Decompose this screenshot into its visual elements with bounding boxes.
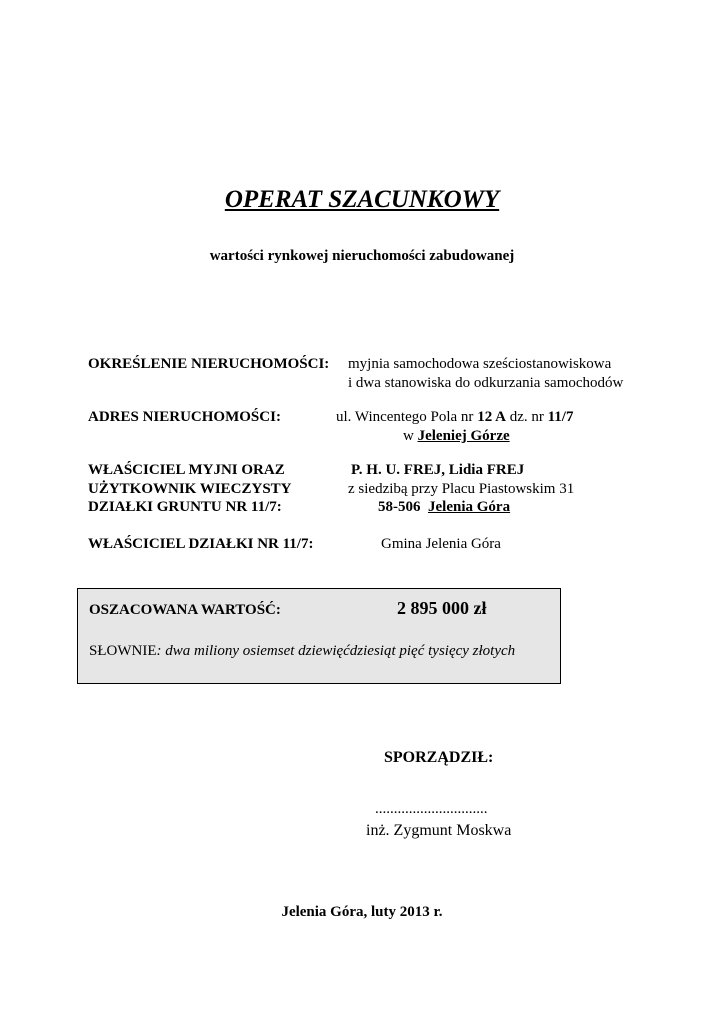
valuation-box [77, 588, 561, 684]
property-line-2: i dwa stanowiska do odkurzania samochodów [348, 375, 624, 391]
owner-postal-code: 58-506 [378, 499, 421, 515]
place-date: Jelenia Góra, luty 2013 r. [281, 904, 443, 920]
address-city: Jeleniej Górze [417, 428, 510, 444]
address-plot-number: 11/7 [547, 409, 574, 425]
signatory-name: inż. Zygmunt Moskwa [366, 822, 512, 839]
plot-owner-value: Gmina Jelenia Góra [381, 536, 501, 552]
valuation-amount: 2 895 000 zł [397, 598, 487, 618]
valuation-words-text: : dwa miliony osiemset dziewięćdziesiąt pięć tysięcy złotych [156, 643, 516, 659]
owner-name: P. H. U. FREJ, Lidia FREJ [351, 462, 525, 478]
valuation-words-label: SŁOWNIE [89, 643, 157, 659]
address-number: 12 A [477, 409, 506, 425]
address-street [336, 409, 573, 426]
property-line-1: myjnia samochodowa sześciostanowiskowa [348, 356, 612, 372]
signature-line: .............................. [375, 801, 488, 817]
plot-owner-label: WŁAŚCICIEL DZIAŁKI NR 11/7: [88, 536, 314, 552]
owner-label-line-2: UŻYTKOWNIK WIECZYSTY [88, 481, 292, 497]
owner-seat: z siedzibą przy Placu Piastowskim 31 [348, 481, 575, 497]
address-street-prefix: ul. Wincentego Pola nr [336, 409, 478, 425]
address-label: ADRES NIERUCHOMOŚCI: [88, 409, 281, 425]
owner-label-line-1: WŁAŚCICIEL MYJNI ORAZ [88, 462, 285, 478]
property-label: OKREŚLENIE NIERUCHOMOŚCI: [88, 356, 330, 372]
owner-label-line-3: DZIAŁKI GRUNTU NR 11/7: [88, 499, 282, 515]
valuation-label: OSZACOWANA WARTOŚĆ: [89, 602, 281, 618]
prepared-by-label: SPORZĄDZIŁ: [384, 749, 494, 766]
owner-city: Jelenia Góra [428, 499, 511, 515]
address-plot-prefix: dz. nr [505, 409, 548, 425]
owner-postal-line [378, 499, 510, 516]
document-title: OPERAT SZACUNKOWY [224, 186, 500, 213]
address-city-prefix: w [403, 428, 418, 444]
document-subtitle: wartości rynkowej nieruchomości zabudowanej [209, 248, 515, 264]
address-city-line [403, 428, 510, 445]
valuation-words [89, 643, 515, 660]
